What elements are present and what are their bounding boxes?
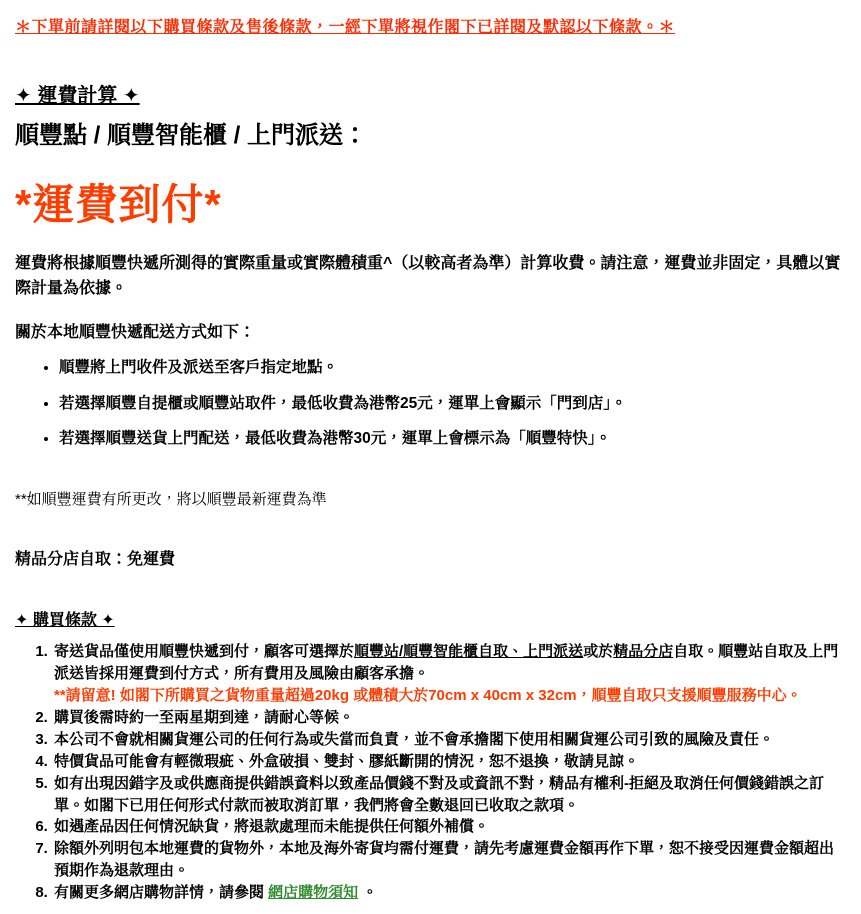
term-item-courier-liability: 3. 本公司不會就相關貨運公司的任何行為或失當而負責，並不會承擔閣下使用相關貨運公司引致的風險及責任。 [52, 729, 845, 751]
online-shopping-guide-link[interactable]: 網店購物須知 [268, 884, 359, 902]
delivery-options-list [15, 358, 845, 451]
term1-text: 或於 [583, 643, 614, 661]
term1-pickup-options-emphasis: 順豐站/順豐智能櫃自取、上門派送 [354, 643, 584, 661]
term-item-more-info [52, 882, 845, 904]
term-item-discounted-goods: 4. 特價貨品可能會有輕微瑕疵、外盒破損、雙封、膠紙斷開的情況，恕不退換，敬請見諒。 [52, 751, 845, 773]
top-order-notice: ＊下單前請詳閱以下購買條款及售後條款，一經下單將視作閣下已詳閱及默認以下條款。＊ [15, 19, 676, 36]
store-pickup-free-line: 精品分店自取：免運費 [15, 551, 176, 569]
shipping-fee-calc-heading: ✦ 運費計算 ✦ [15, 85, 140, 107]
term1-text: 自取。順豐站自取及上門派送皆採用運費到付方式，所有費用及風險由顧客承擔。 [54, 643, 839, 683]
term-item-delivery-time: 2. 購買後需時約一至兩星期到達，請耐心等候。 [52, 707, 845, 729]
purchase-terms-heading: ✦ 購買條款 ✦ [15, 612, 115, 630]
term1-boutique-store-emphasis: 精品分店 [613, 643, 674, 661]
delivery-bullet-locker-station: • 若選擇順豐自提櫃或順豐站取件，最低收費為港幣25元，運單上會顯示「門到店」。 [59, 394, 845, 415]
term1-text: 寄送貨品僅使用順豐快遞到付，顧客可選擇於 [54, 643, 355, 661]
fee-change-note: **如順豐運費有所更改，將以順豐最新運費為準 [15, 491, 327, 509]
term8-text: 有關更多網店購物詳情，請參閱 [54, 884, 269, 902]
freight-collect-title: *運費到付* [15, 181, 222, 228]
term-item-shipping-options [52, 641, 845, 707]
delivery-bullet-door-pickup: • 順豐將上門收件及派送至客戶指定地點。 [59, 358, 845, 379]
local-delivery-intro: 關於本地順豐快遞配送方式如下： [15, 323, 256, 341]
term1-weight-size-warning: **請留意! 如閣下所購買之貨物重量超過20kg 或體積大於70cm x 40cm x 32cm，順豐自取只支援順豐服務中心。 [54, 687, 802, 705]
fee-calculation-paragraph: 運費將根據順豐快遞所測得的實際重量或實際體積重^（以較高者為準）計算收費。請注意，運費並非固定，具體以實際計量為依據。 [15, 255, 841, 297]
delivery-methods-line: 順豐點 / 順豐智能櫃 / 上門派送： [15, 122, 368, 149]
term-item-out-of-stock: 6. 如遇產品因任何情況缺貨，將退款處理而未能提供任何額外補償。 [52, 816, 845, 838]
term-item-price-errors: 5. 如有出現因錯字及或供應商提供錯誤資料以致產品價錢不對及或資訊不對，精品有權利-拒絕及取消任何價錢錯誤之訂單。如閣下已用任何形式付款而被取消訂單，我們將會全數退回已收取之款項。 [52, 773, 845, 817]
term8-text: 。 [358, 884, 378, 902]
delivery-bullet-home-delivery: • 若選擇順豐送貨上門配送，最低收費為港幣30元，運單上會標示為「順豐特快」。 [59, 429, 845, 450]
purchase-terms-list [15, 641, 845, 904]
term-item-shipping-cost-refunds: 7. 除額外列明包本地運費的貨物外，本地及海外寄貨均需付運費，請先考慮運費金額再作下單，恕不接受因運費金額超出預期作為退款理由。 [52, 838, 845, 882]
